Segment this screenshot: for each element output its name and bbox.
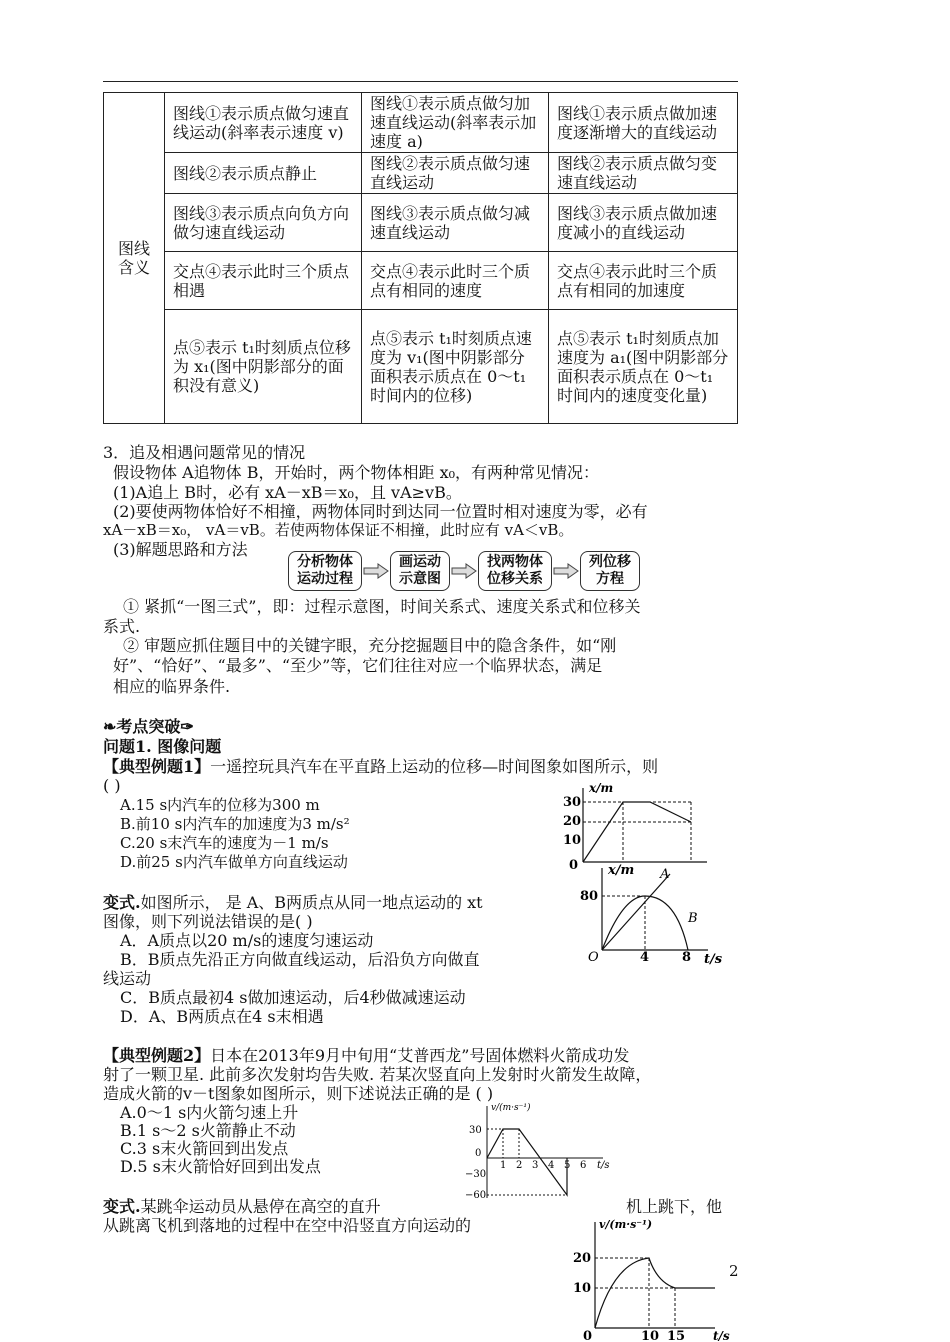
example-text: 射了一颗卫星. 此前多次发射均告失败. 若某次竖直向上发射时火箭发生故障，: [103, 1065, 652, 1084]
x-tick-label: 4: [640, 950, 650, 965]
table-cell: 交点④表示此时三个质点相遇: [165, 252, 362, 310]
table-cell: 点⑤表示 t₁时刻质点加速度为 a₁(图中阴影部分面积表示质点在 0～t₁时间内的速度变化量): [549, 310, 738, 424]
y-tick-label: 10: [563, 833, 582, 848]
option: 线运动: [103, 969, 152, 988]
x-tick-label: 6: [580, 1160, 587, 1171]
flow-step: 列位移 方程: [580, 551, 640, 591]
graph-2-xt: [578, 858, 738, 970]
label-a: A: [660, 867, 670, 882]
vt-curve: [487, 1129, 567, 1195]
x-tick-label: 4: [548, 1160, 555, 1171]
y-tick-label: 30: [563, 795, 582, 810]
paragraph: xA－xB＝x₀， vA＝vB。若使两物体保证不相撞，此时应有 vA＜vB。: [103, 521, 574, 539]
paragraph: 假设物体 A追物体 B，开始时，两个物体相距 x₀，有两种常见情况：: [113, 463, 600, 482]
kaodian-title: 考点突破: [116, 717, 181, 736]
example-label: 【典型例题1】: [103, 757, 211, 776]
x-tick-label: 1: [500, 1160, 507, 1171]
option: A.0～1 s内火箭匀速上升: [120, 1103, 299, 1122]
graph-1-xt: [555, 780, 715, 873]
xt-curve: [583, 802, 691, 862]
flow-step: 画运动 示意图: [390, 551, 450, 591]
paragraph: ② 审题应抓住题目中的关键字眼，充分挖掘题目中的隐含条件，如“刚: [123, 636, 617, 655]
graph-3-vt: [463, 1098, 623, 1204]
paragraph: 系式.: [103, 617, 141, 636]
x-tick-label: 5: [564, 1160, 571, 1171]
paragraph: (1)A追上 B时，必有 xA－xB＝x₀，且 vA≥vB。: [113, 483, 462, 502]
example-text: 造成火箭的v－t图象如图所示，则下述说法正确的是 ( ): [103, 1084, 494, 1103]
line-a: [602, 874, 670, 950]
arrow-icon: [552, 563, 580, 579]
variant-label: 变式.: [103, 1197, 141, 1216]
x-tick-label: 10: [641, 1329, 660, 1342]
table-cell: 图线③表示质点向负方向做匀速直线运动: [165, 194, 362, 252]
table-cell: 图线①表示质点做加速度逐渐增大的直线运动: [549, 93, 738, 153]
leaf-icon: ❧: [103, 717, 117, 736]
graph-meaning-table: [103, 92, 738, 424]
label-b: B: [688, 911, 698, 926]
paragraph: 相应的临界条件.: [113, 677, 231, 696]
flow-step: 分析物体 运动过程: [288, 551, 362, 591]
option: B.前10 s内汽车的加速度为3 m/s²: [120, 815, 350, 833]
problem-title: 问题1. 图像问题: [103, 737, 222, 756]
option: A.15 s内汽车的位移为300 m: [120, 796, 320, 814]
y-tick-label: 0: [475, 1148, 482, 1159]
x-tick-label: 15: [667, 1329, 686, 1342]
arrow-icon: [450, 563, 478, 579]
table-cell: 图线①表示质点做匀加速直线运动(斜率表示加速度 a): [362, 93, 549, 153]
y-tick-label: 30: [469, 1125, 482, 1136]
option: D.5 s末火箭恰好回到出发点: [120, 1157, 321, 1176]
leaf-icon: ✑: [180, 717, 194, 736]
variant-text: 从跳离飞机到落地的过程中在空中沿竖直方向运动的: [103, 1216, 472, 1235]
y-axis-label: v/(m·s⁻¹): [599, 1218, 653, 1231]
table-cell: 图线②表示质点做匀变速直线运动: [549, 153, 738, 194]
variant-text: 如图所示， 是 A、B两质点从同一地点运动的 xt: [140, 893, 483, 912]
y-tick-label: 80: [580, 889, 599, 904]
origin-label: 0: [583, 1329, 593, 1342]
answer-paren: ( ): [103, 776, 121, 795]
paragraph: ① 紧抓“一图三式”，即：过程示意图，时间关系式、速度关系式和位移关: [123, 597, 641, 616]
option: B．B质点先沿正方向做直线运动，后沿负方向做直: [120, 950, 480, 969]
y-axis-label: x/m: [589, 781, 614, 795]
option: C．B质点最初4 s做加速运动，后4秒做减速运动: [120, 988, 466, 1007]
x-tick-label: 8: [682, 950, 692, 965]
example-text: 一遥控玩具汽车在平直路上运动的位移—时间图象如图所示，则: [210, 757, 659, 776]
origin-label: O: [588, 950, 599, 965]
y-tick-label: 20: [573, 1251, 592, 1266]
y-tick-label: −30: [465, 1169, 487, 1180]
graph-4-vt: [565, 1212, 730, 1342]
table-side-header: [104, 93, 165, 424]
table-cell: 图线③表示质点做加速度减小的直线运动: [549, 194, 738, 252]
option: D．A、B两质点在4 s末相遇: [120, 1007, 324, 1026]
arrow-icon: [362, 563, 390, 579]
y-tick-label: 10: [573, 1281, 592, 1296]
table-cell: 交点④表示此时三个质点有相同的速度: [362, 252, 549, 310]
table-cell: 图线②表示质点做匀速直线运动: [362, 153, 549, 194]
y-axis-label: v/(m·s⁻¹): [491, 1103, 531, 1113]
section-3-title: 3．追及相遇问题常见的情况: [103, 443, 306, 462]
x-axis-label: t/s: [597, 1160, 610, 1171]
section-heading: [103, 717, 194, 736]
side-header-text: 图线 含义: [117, 239, 150, 277]
variant-text: 机上跳下，他: [626, 1197, 723, 1216]
option: C.3 s末火箭回到出发点: [120, 1139, 289, 1158]
option: D.前25 s内汽车做单方向直线运动: [120, 853, 348, 871]
y-axis-label: x/m: [608, 863, 635, 878]
option: B.1 s～2 s火箭静止不动: [120, 1121, 296, 1140]
method-flowchart: [288, 551, 640, 591]
flow-step: 找两物体 位移关系: [478, 551, 552, 591]
paragraph: (2)要使两物体恰好不相撞，两物体同时到达同一位置时相对速度为零，必有: [113, 502, 648, 521]
x-axis-label: t/s: [713, 1329, 730, 1342]
page-number: 2: [729, 1262, 739, 1280]
variant-text: 图像，则下列说法错误的是( ): [103, 912, 313, 931]
x-tick-label: 3: [532, 1160, 539, 1171]
table-cell: 点⑤表示 t₁时刻质点速度为 v₁(图中阴影部分面积表示质点在 0～t₁时间内的位移): [362, 310, 549, 424]
example-text: 日本在2013年9月中旬用“艾普西龙”号固体燃料火箭成功发: [210, 1046, 630, 1065]
table-cell: 图线②表示质点静止: [165, 153, 362, 194]
y-tick-label: −60: [465, 1190, 487, 1201]
top-rule: [103, 81, 738, 82]
table-cell: 图线①表示质点做匀速直线运动(斜率表示速度 v): [165, 93, 362, 153]
table-cell: 点⑤表示 t₁时刻质点位移为 x₁(图中阴影部分的面积没有意义): [165, 310, 362, 424]
y-tick-label: 20: [563, 814, 582, 829]
origin-label: 0: [569, 858, 579, 873]
paragraph: (3)解题思路和方法: [113, 540, 248, 559]
x-tick-label: 2: [516, 1160, 523, 1171]
option: A．A质点以20 m/s的速度匀速运动: [120, 931, 374, 950]
variant-label: 变式.: [103, 893, 141, 912]
option: C.20 s末汽车的速度为－1 m/s: [120, 834, 329, 852]
table-cell: 交点④表示此时三个质点有相同的加速度: [549, 252, 738, 310]
table-cell: 图线③表示质点做匀减速直线运动: [362, 194, 549, 252]
x-axis-label: t/s: [704, 952, 723, 967]
example-label: 【典型例题2】: [103, 1046, 211, 1065]
paragraph: 好”、“恰好”、“最多”、“至少”等，它们往往对应一个临界状态，满足: [113, 656, 603, 675]
variant-text: 某跳伞运动员从悬停在高空的直升: [140, 1197, 381, 1216]
vt-curve: [595, 1258, 715, 1328]
